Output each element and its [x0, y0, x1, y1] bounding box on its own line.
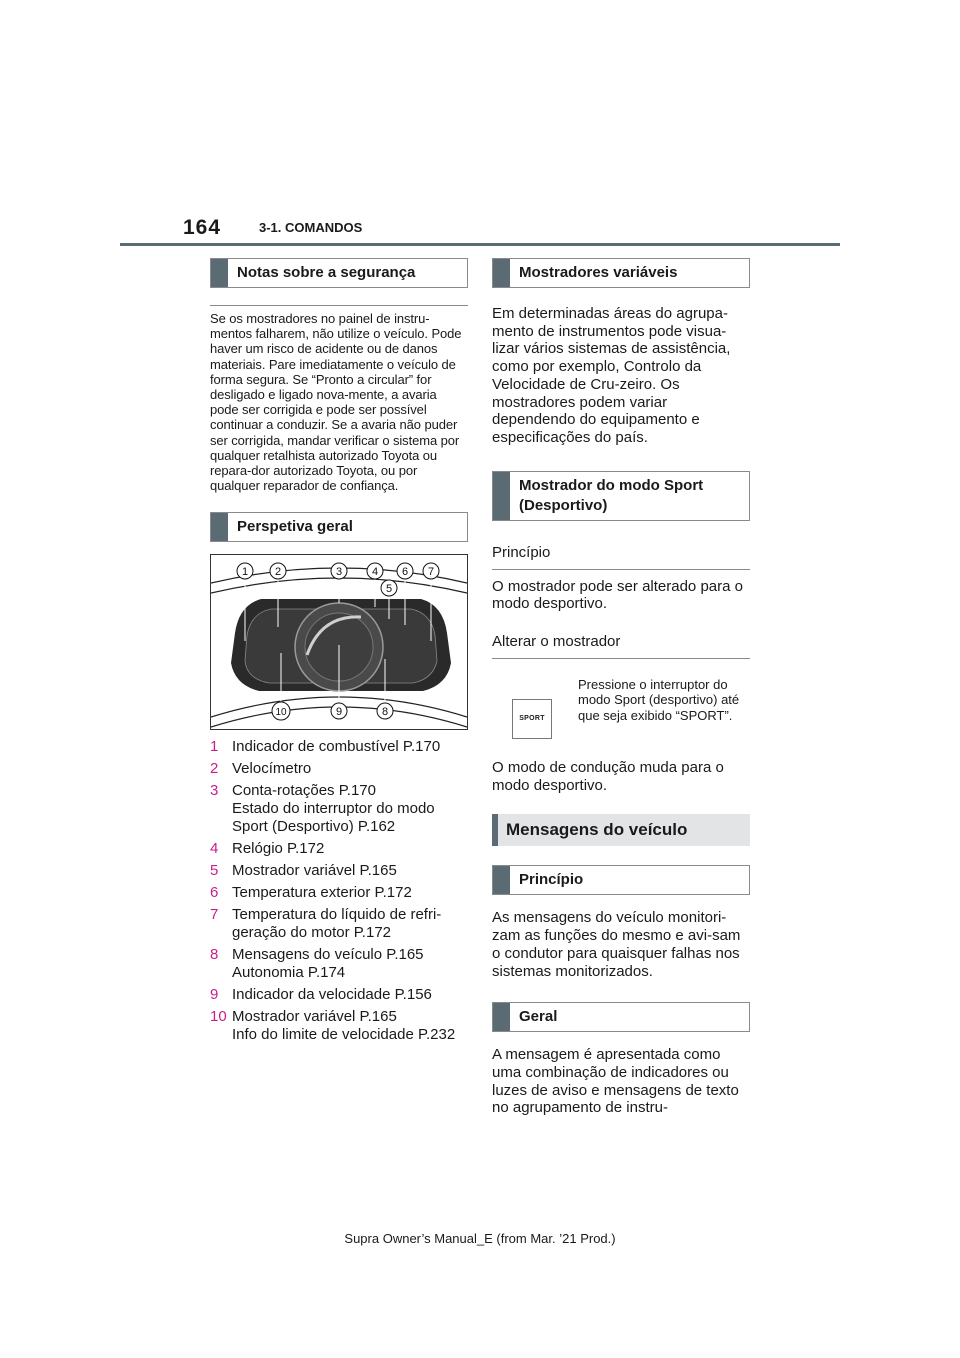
list-item [210, 946, 468, 982]
general-heading: Geral [492, 1002, 750, 1032]
principle-text: O mostrador pode ser alterado para o modo desportivo. [492, 577, 743, 613]
safety-heading: Notas sobre a segurança [210, 258, 468, 288]
callout-10: 10 [275, 707, 287, 719]
item-text: Velocímetro [232, 760, 312, 778]
sport-button-icon [512, 699, 552, 739]
list-item [210, 1008, 468, 1044]
item-number: 9 [210, 986, 219, 1004]
item-text: Mensagens do veículo P.165 [232, 946, 424, 964]
sport-button-label: SPORT [519, 715, 545, 723]
item-text: Info do limite de velocidade P.232 [232, 1026, 456, 1044]
item-number: 2 [210, 760, 219, 778]
callout-9: 9 [335, 706, 343, 719]
principle-subheading: Princípio [492, 543, 750, 570]
item-text: Indicador de combustível P.170 [232, 738, 441, 756]
item-number: 1 [210, 738, 219, 756]
list-item [210, 840, 468, 858]
item-number: 4 [210, 840, 219, 858]
chapter-title: 3-1. COMANDOS [259, 220, 363, 235]
list-item [210, 906, 468, 942]
variable-displays-text: Em determinadas áreas do agrupa-mento de instrumentos pode visua-lizar vários sistemas de assistência, como por exemplo, Controlo da Velocidade de Cru-zeiro. Os mostradores podem variar dependendo do equipamento e especificações do país. [492, 305, 731, 446]
list-item [210, 760, 468, 778]
item-text: Mostrador variável P.165 [232, 862, 397, 880]
callout-5: 5 [385, 583, 393, 596]
callout-4: 4 [371, 566, 379, 579]
variable-displays-heading: Mostradores variáveis [492, 258, 750, 288]
item-text: Temperatura exterior P.172 [232, 884, 412, 902]
callout-6: 6 [401, 566, 409, 579]
page-number: 164 [183, 216, 222, 239]
list-item [210, 862, 468, 880]
item-number: 3 [210, 782, 219, 800]
general-text: A mensagem é apresentada como uma combinação de indicadores ou luzes de aviso e mensagens de texto no agrupamento de instru- [492, 1046, 739, 1117]
item-number: 7 [210, 906, 219, 924]
list-item [210, 986, 468, 1004]
footer-text: Supra Owner’s Manual_E (from Mar. ’21 Prod.) [344, 1231, 616, 1246]
left-column [210, 258, 468, 1048]
sport-instruction-row [492, 675, 750, 755]
list-item [210, 884, 468, 902]
instrument-cluster-figure [210, 554, 468, 730]
mode-change-text: O modo de condução muda para o modo desportivo. [492, 759, 724, 794]
instrument-cluster-illustration [211, 555, 467, 729]
callout-8: 8 [381, 706, 389, 719]
safety-divider [210, 305, 468, 306]
header-divider [120, 243, 840, 246]
list-item [210, 782, 468, 836]
list-item [210, 738, 468, 756]
callout-2: 2 [274, 566, 282, 579]
item-number: 5 [210, 862, 219, 880]
sport-instruction-text: Pressione o interruptor do modo Sport (desportivo) até que seja exibido “SPORT”. [578, 677, 740, 723]
vehicle-messages-heading: Mensagens do veículo [492, 814, 750, 846]
item-text: Indicador da velocidade P.156 [232, 986, 432, 1004]
callout-1: 1 [241, 566, 249, 579]
messages-principle-heading: Princípio [492, 865, 750, 895]
safety-text: Se os mostradores no painel de instru-mentos falharem, não utilize o veículo. Pode haver um risco de acidente ou de danos materiais. Pare imediatamente o veículo de forma segura. Se “Pronto a circular” for desligado e ligado nova-mente, a avaria pode ser corrigida e pode ser possível continuar a conduzir. Se a avaria não puder ser corrigida, mandar verificar o sistema por qualquer retalhista autorizado Toyota ou repara-dor autorizado Toyota, ou por qualquer reparador de confiança. [210, 311, 462, 494]
item-text: Autonomia P.174 [232, 964, 346, 982]
right-column [492, 258, 750, 1117]
item-text: Estado do interruptor do modo Sport (Desportivo) P.162 [232, 800, 435, 836]
callout-3: 3 [335, 566, 343, 579]
item-number: 10 [210, 1008, 227, 1026]
change-display-subheading: Alterar o mostrador [492, 632, 750, 659]
item-text: Relógio P.172 [232, 840, 325, 858]
legend-list [210, 738, 468, 1044]
item-text: Mostrador variável P.165 [232, 1008, 397, 1026]
overview-heading: Perspetiva geral [210, 512, 468, 542]
item-text: Conta-rotações P.170 [232, 782, 376, 800]
item-number: 8 [210, 946, 219, 964]
callout-7: 7 [427, 566, 435, 579]
item-text: Temperatura do líquido de refri-geração do motor P.172 [232, 906, 442, 942]
item-number: 6 [210, 884, 219, 902]
messages-principle-text: As mensagens do veículo monitori-zam as funções do mesmo e avi-sam o condutor para quaisquer falhas nos sistemas monitorizados. [492, 909, 741, 980]
sport-mode-heading: Mostrador do modo Sport (Desportivo) [492, 471, 750, 521]
